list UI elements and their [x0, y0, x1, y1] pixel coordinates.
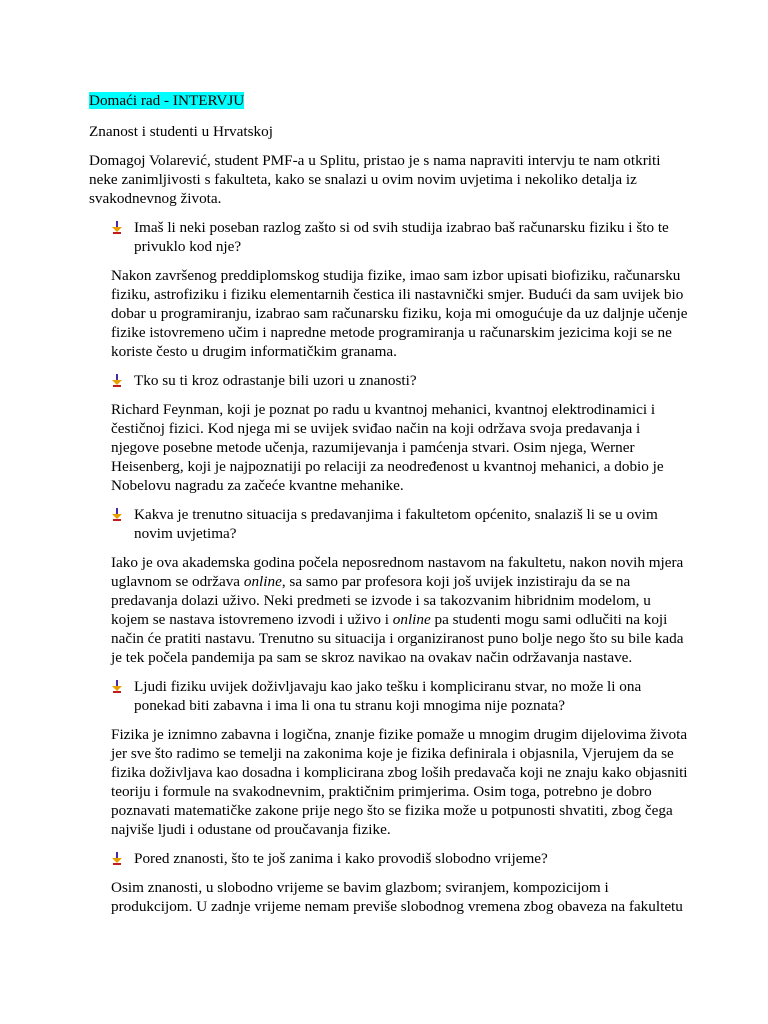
question-item [89, 849, 689, 868]
answer-paragraph [111, 878, 689, 916]
answer-paragraph [111, 725, 689, 839]
title-line [89, 91, 689, 110]
question-item [89, 371, 689, 390]
answer-text: pa studenti mogu sami odlučiti na koji način će pratiti nastavu. Trenutno su situacija i organiziranost puno bolje nego što su bile kada je tek počela pandemija pa sam se skroz navikao na ovakav način održavanja nastave. [111, 611, 684, 666]
question-text: Kakva je trenutno situacija s predavanjima i fakultetom općenito, snalaziš li se u ovim novim uvjetima? [134, 506, 658, 542]
arrow-down-icon [111, 221, 123, 234]
answer-emphasis: online [243, 573, 282, 590]
arrow-down-icon [111, 374, 123, 387]
answer-emphasis: online [392, 611, 431, 628]
question-text: Ljudi fiziku uvijek doživljavaju kao jako tešku i kompliciranu stvar, no može li ona ponekad biti zabavna i ima li ona tu stranu koji mnogima nije poznata? [134, 678, 642, 714]
answer-text: Fizika je iznimno zabavna i logična, znanje fizike pomaže u mnogim drugim dijelovima života jer sve što radimo se temelji na zakonima koje je fizika definirala i objasnila, Vjerujem da se fizika doživljava kao dosadna i komplicirana zbog loših predavača koji ne znaju kako objasniti teoriju i formule na svakodnevnim, praktičnim primjerima. Osim toga, potrebno je dobro poznavati matematičke zakone prije nego što se fizika može u potpunosti shvatiti, zbog čega najviše ljudi i odustane od proučavanja fizike. [111, 726, 688, 838]
arrow-down-icon [111, 852, 123, 865]
document-title: Domaći rad - INTERVJU [89, 92, 245, 109]
answer-text: Richard Feynman, koji je poznat po radu u kvantnoj mehanici, kvantnoj elektrodinamici i čestičnoj fizici. Kod njega mi se uvijek sviđao način na koji održava svoja predavanja i njegove posebne metode učenja, razumijevanja i pamćenja stvari. Osim njega, Werner Heisenberg, koji je najpoznatiji po relaciji za neodređenost u kvantnoj mehanici, a dobio je Nobelovu nagradu za začeće kvantne mehanike. [111, 401, 664, 494]
question-text: Imaš li neki poseban razlog zašto si od svih studija izabrao baš računarsku fiziku i što te privuklo kod nje? [134, 219, 669, 255]
question-text: Pored znanosti, što te još zanima i kako provodiš slobodno vrijeme? [134, 850, 548, 867]
arrow-down-icon [111, 508, 123, 521]
question-text: Tko su ti kroz odrastanje bili uzori u znanosti? [134, 372, 417, 389]
document-subtitle: Znanost i studenti u Hrvatskoj [89, 123, 273, 140]
answer-text: Osim znanosti, u slobodno vrijeme se bavim glazbom; sviranjem, kompozicijom i produkcijom. U zadnje vrijeme nemam previše slobodnog vremena zbog obaveza na fakultetu [111, 879, 683, 915]
answer-text: , sa samo par profesora koji još uvijek inzistiraju da se na predavanja dolazi uživo. Neki predmeti se izvode i sa takozvanim hibridnim modelom, u kojem se nastava istovremeno izvodi i uživo i [111, 573, 651, 628]
question-item [89, 218, 689, 256]
intro-paragraph: Domagoj Volarević, student PMF-a u Splitu, pristao je s nama napraviti intervju te nam otkriti neke zanimljivosti s fakulteta, kako se snalazi u ovim novim uvjetima i nekoliko detalja iz svakodnevnog života. [89, 152, 661, 207]
arrow-down-icon [111, 680, 123, 693]
answer-paragraph [111, 400, 689, 495]
answer-text: Nakon završenog preddiplomskog studija fizike, imao sam izbor upisati biofiziku, računarsku fiziku, astrofiziku i fiziku elementarnih čestica ili nastavnički smjer. Budući da sam uvijek bio dobar u programiranju, izabrao sam računarsku fiziku, koja mi omogućuje da uz daljnje učenje fizike istovremeno učim i napredne metode programiranja u računarskim jezicima koji se ne koriste često u drugim informatičkim granama. [111, 267, 688, 360]
answer-paragraph [111, 266, 689, 361]
question-item [89, 677, 689, 715]
document-page [89, 91, 689, 926]
answer-paragraph [111, 553, 689, 667]
question-item [89, 505, 689, 543]
answer-text: Iako je ova akademska godina počela neposrednom nastavom na fakultetu, nakon novih mjera uglavnom se održava [111, 554, 684, 590]
